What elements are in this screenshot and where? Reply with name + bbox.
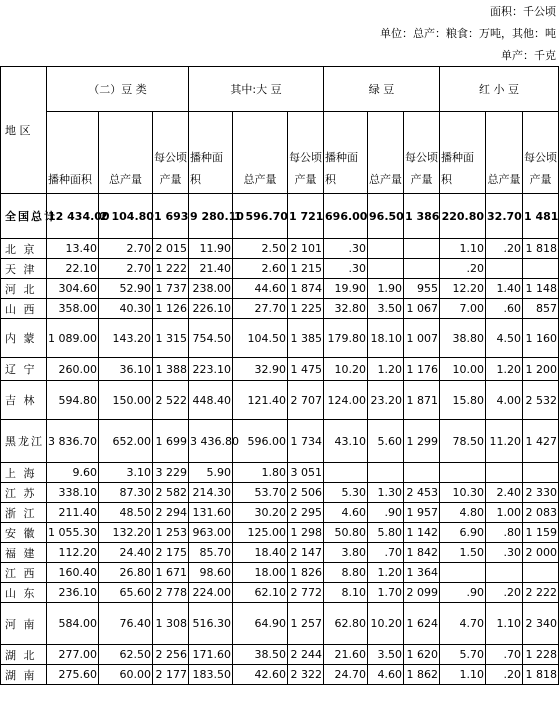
- value-cell: 21.60: [324, 645, 368, 665]
- region-header: 地 区: [1, 67, 47, 194]
- value-cell: 32.70: [486, 194, 523, 239]
- value-cell: 1 624: [404, 603, 440, 645]
- value-cell: 12.20: [440, 279, 486, 299]
- value-cell: 1 228: [523, 645, 559, 665]
- value-cell: 1 253: [153, 523, 189, 543]
- value-cell: .20: [486, 239, 523, 259]
- value-cell: 2 104.80: [99, 194, 153, 239]
- value-cell: 10.30: [440, 483, 486, 503]
- value-cell: 2 101: [288, 239, 324, 259]
- col-per-ha: 每公顷 产量: [288, 112, 324, 194]
- output-unit-note: 单位：总产：粮食：万吨，其他：吨: [380, 27, 556, 40]
- value-cell: 1 142: [404, 523, 440, 543]
- value-cell: 1.50: [440, 543, 486, 563]
- value-cell: 11.20: [486, 420, 523, 463]
- value-cell: [486, 563, 523, 583]
- col-total-output: 总产量: [486, 112, 523, 194]
- value-cell: 2 256: [153, 645, 189, 665]
- value-cell: 304.60: [47, 279, 99, 299]
- table-row: [1, 420, 559, 463]
- value-cell: 48.50: [99, 503, 153, 523]
- col-sown-area: 播种面积: [189, 112, 233, 194]
- value-cell: 38.50: [233, 645, 288, 665]
- value-cell: 696.00: [324, 194, 368, 239]
- region-name: 北 京: [1, 239, 47, 259]
- value-cell: 5.30: [324, 483, 368, 503]
- value-cell: 448.40: [189, 381, 233, 420]
- group-header-soybean: 其中:大 豆: [189, 67, 324, 112]
- value-cell: 211.40: [47, 503, 99, 523]
- value-cell: .20: [486, 665, 523, 685]
- value-cell: [440, 463, 486, 483]
- value-cell: 12 434.00: [47, 194, 99, 239]
- value-cell: 1 826: [288, 563, 324, 583]
- region-name: 河 南: [1, 603, 47, 645]
- value-cell: 238.00: [189, 279, 233, 299]
- value-cell: 2 295: [288, 503, 324, 523]
- value-cell: 121.40: [233, 381, 288, 420]
- value-cell: 2 778: [153, 583, 189, 603]
- value-cell: 596.00: [233, 420, 288, 463]
- value-cell: .30: [324, 259, 368, 279]
- region-name: 湖 北: [1, 645, 47, 665]
- value-cell: 21.40: [189, 259, 233, 279]
- value-cell: 1 737: [153, 279, 189, 299]
- region-name: 吉 林: [1, 381, 47, 420]
- value-cell: .70: [368, 543, 404, 563]
- value-cell: 1 693: [153, 194, 189, 239]
- value-cell: 1 818: [523, 239, 559, 259]
- table-row: [1, 583, 559, 603]
- table-row: [1, 483, 559, 503]
- value-cell: 1.30: [368, 483, 404, 503]
- value-cell: [523, 259, 559, 279]
- value-cell: 3.80: [324, 543, 368, 563]
- value-cell: 1.80: [233, 463, 288, 483]
- value-cell: 2 177: [153, 665, 189, 685]
- col-per-ha: 每公顷 产量: [523, 112, 559, 194]
- value-cell: 236.10: [47, 583, 99, 603]
- value-cell: 179.80: [324, 319, 368, 358]
- value-cell: 1 222: [153, 259, 189, 279]
- value-cell: 53.70: [233, 483, 288, 503]
- value-cell: 2.40: [486, 483, 523, 503]
- value-cell: 584.00: [47, 603, 99, 645]
- value-cell: .60: [486, 299, 523, 319]
- table-row: [1, 603, 559, 645]
- value-cell: 10.00: [440, 358, 486, 381]
- table-row: [1, 563, 559, 583]
- value-cell: [486, 463, 523, 483]
- region-name: 河 北: [1, 279, 47, 299]
- value-cell: 1 067: [404, 299, 440, 319]
- value-cell: [368, 239, 404, 259]
- value-cell: 4.60: [324, 503, 368, 523]
- value-cell: 18.40: [233, 543, 288, 563]
- value-cell: 4.70: [440, 603, 486, 645]
- value-cell: 27.70: [233, 299, 288, 319]
- value-cell: 98.60: [189, 563, 233, 583]
- value-cell: 3 436.80: [189, 420, 233, 463]
- value-cell: 3.50: [368, 299, 404, 319]
- value-cell: 3 836.70: [47, 420, 99, 463]
- value-cell: 160.40: [47, 563, 99, 583]
- value-cell: 220.80: [440, 194, 486, 239]
- col-sown-area: 播种面积: [440, 112, 486, 194]
- value-cell: 3.50: [368, 645, 404, 665]
- value-cell: 87.30: [99, 483, 153, 503]
- value-cell: 50.80: [324, 523, 368, 543]
- value-cell: [368, 463, 404, 483]
- table-row: [1, 259, 559, 279]
- value-cell: 1.00: [486, 503, 523, 523]
- value-cell: 226.10: [189, 299, 233, 319]
- value-cell: 358.00: [47, 299, 99, 319]
- region-name: 内 蒙: [1, 319, 47, 358]
- value-cell: 2 532: [523, 381, 559, 420]
- region-name: 福 建: [1, 543, 47, 563]
- value-cell: 1 126: [153, 299, 189, 319]
- value-cell: 1 160: [523, 319, 559, 358]
- value-cell: 132.20: [99, 523, 153, 543]
- value-cell: 85.70: [189, 543, 233, 563]
- value-cell: 2.70: [99, 259, 153, 279]
- value-cell: 1.20: [368, 358, 404, 381]
- table-row: [1, 503, 559, 523]
- value-cell: 1 842: [404, 543, 440, 563]
- col-per-ha: 每公顷 产量: [153, 112, 189, 194]
- col-total-output: 总产量: [99, 112, 153, 194]
- value-cell: 5.60: [368, 420, 404, 463]
- value-cell: 2 582: [153, 483, 189, 503]
- value-cell: 22.10: [47, 259, 99, 279]
- value-cell: 1 596.70: [233, 194, 288, 239]
- col-per-ha: 每公顷 产量: [404, 112, 440, 194]
- table-row: [1, 239, 559, 259]
- value-cell: 2 294: [153, 503, 189, 523]
- value-cell: 1 874: [288, 279, 324, 299]
- value-cell: 2 330: [523, 483, 559, 503]
- value-cell: 2 083: [523, 503, 559, 523]
- value-cell: 26.80: [99, 563, 153, 583]
- value-cell: 171.60: [189, 645, 233, 665]
- value-cell: 2 147: [288, 543, 324, 563]
- value-cell: 2.70: [99, 239, 153, 259]
- value-cell: 1 620: [404, 645, 440, 665]
- value-cell: 2 222: [523, 583, 559, 603]
- beans-statistics-table: [0, 66, 559, 685]
- value-cell: 24.40: [99, 543, 153, 563]
- value-cell: 11.90: [189, 239, 233, 259]
- value-cell: 955: [404, 279, 440, 299]
- value-cell: 96.50: [368, 194, 404, 239]
- value-cell: 1 257: [288, 603, 324, 645]
- value-cell: 1 089.00: [47, 319, 99, 358]
- value-cell: 78.50: [440, 420, 486, 463]
- value-cell: 13.40: [47, 239, 99, 259]
- value-cell: 40.30: [99, 299, 153, 319]
- value-cell: 2 000: [523, 543, 559, 563]
- value-cell: 32.80: [324, 299, 368, 319]
- value-cell: 24.70: [324, 665, 368, 685]
- value-cell: 4.00: [486, 381, 523, 420]
- value-cell: .80: [486, 523, 523, 543]
- value-cell: 30.20: [233, 503, 288, 523]
- value-cell: 36.10: [99, 358, 153, 381]
- value-cell: 2 506: [288, 483, 324, 503]
- value-cell: 62.10: [233, 583, 288, 603]
- table-row: [1, 381, 559, 420]
- region-name: 全国总计: [1, 194, 47, 239]
- value-cell: 1 225: [288, 299, 324, 319]
- value-cell: 2 707: [288, 381, 324, 420]
- table-row: [1, 279, 559, 299]
- value-cell: 10.20: [368, 603, 404, 645]
- value-cell: [324, 463, 368, 483]
- value-cell: 7.00: [440, 299, 486, 319]
- value-cell: [404, 259, 440, 279]
- value-cell: 143.20: [99, 319, 153, 358]
- value-cell: 1 176: [404, 358, 440, 381]
- value-cell: 1 481: [523, 194, 559, 239]
- value-cell: 224.00: [189, 583, 233, 603]
- value-cell: 3.10: [99, 463, 153, 483]
- value-cell: 124.00: [324, 381, 368, 420]
- value-cell: 9 280.10: [189, 194, 233, 239]
- value-cell: .30: [486, 543, 523, 563]
- value-cell: 1 315: [153, 319, 189, 358]
- value-cell: 3 051: [288, 463, 324, 483]
- value-cell: 19.90: [324, 279, 368, 299]
- value-cell: 4.80: [440, 503, 486, 523]
- value-cell: 1.20: [486, 358, 523, 381]
- value-cell: [523, 463, 559, 483]
- value-cell: 1 388: [153, 358, 189, 381]
- per-unit-note: 单产：千克: [501, 49, 556, 62]
- value-cell: [486, 259, 523, 279]
- value-cell: 1 159: [523, 523, 559, 543]
- region-name: 上 海: [1, 463, 47, 483]
- value-cell: 62.80: [324, 603, 368, 645]
- col-total-output: 总产量: [233, 112, 288, 194]
- value-cell: 1 007: [404, 319, 440, 358]
- value-cell: [440, 563, 486, 583]
- value-cell: 5.70: [440, 645, 486, 665]
- value-cell: 38.80: [440, 319, 486, 358]
- region-name: 江 苏: [1, 483, 47, 503]
- value-cell: .90: [368, 503, 404, 523]
- value-cell: .20: [486, 583, 523, 603]
- col-sown-area: 播种面积: [47, 112, 99, 194]
- value-cell: 60.00: [99, 665, 153, 685]
- value-cell: 1.20: [368, 563, 404, 583]
- value-cell: 1.70: [368, 583, 404, 603]
- value-cell: [523, 563, 559, 583]
- table-row: [1, 523, 559, 543]
- value-cell: 1 734: [288, 420, 324, 463]
- value-cell: 4.60: [368, 665, 404, 685]
- value-cell: 1 308: [153, 603, 189, 645]
- table-row: [1, 645, 559, 665]
- value-cell: .70: [486, 645, 523, 665]
- value-cell: 44.60: [233, 279, 288, 299]
- value-cell: 76.40: [99, 603, 153, 645]
- value-cell: 2 322: [288, 665, 324, 685]
- table-row: [1, 299, 559, 319]
- value-cell: 5.90: [189, 463, 233, 483]
- value-cell: 8.80: [324, 563, 368, 583]
- table-row: [1, 358, 559, 381]
- value-cell: 1 427: [523, 420, 559, 463]
- group-header-red-bean: 红 小 豆: [440, 67, 559, 112]
- value-cell: 1 818: [523, 665, 559, 685]
- value-cell: 1 386: [404, 194, 440, 239]
- region-name: 安 徽: [1, 523, 47, 543]
- region-name: 江 西: [1, 563, 47, 583]
- value-cell: 1.10: [440, 239, 486, 259]
- value-cell: 338.10: [47, 483, 99, 503]
- value-cell: 183.50: [189, 665, 233, 685]
- value-cell: 1 721: [288, 194, 324, 239]
- value-cell: 214.30: [189, 483, 233, 503]
- value-cell: 104.50: [233, 319, 288, 358]
- table-row-total: [1, 194, 559, 239]
- value-cell: 1 299: [404, 420, 440, 463]
- value-cell: 1 957: [404, 503, 440, 523]
- table-row: [1, 665, 559, 685]
- value-cell: 3 229: [153, 463, 189, 483]
- value-cell: 1 215: [288, 259, 324, 279]
- value-cell: 857: [523, 299, 559, 319]
- value-cell: 10.20: [324, 358, 368, 381]
- value-cell: 594.80: [47, 381, 99, 420]
- region-name: 浙 江: [1, 503, 47, 523]
- value-cell: 42.60: [233, 665, 288, 685]
- value-cell: .30: [324, 239, 368, 259]
- value-cell: 1 364: [404, 563, 440, 583]
- value-cell: 150.00: [99, 381, 153, 420]
- value-cell: 125.00: [233, 523, 288, 543]
- value-cell: 52.90: [99, 279, 153, 299]
- value-cell: 2 340: [523, 603, 559, 645]
- value-cell: 754.50: [189, 319, 233, 358]
- value-cell: 18.00: [233, 563, 288, 583]
- value-cell: 1 671: [153, 563, 189, 583]
- region-name: 天 津: [1, 259, 47, 279]
- value-cell: 1.90: [368, 279, 404, 299]
- group-header-mung-bean: 绿 豆: [324, 67, 440, 112]
- value-cell: 23.20: [368, 381, 404, 420]
- value-cell: 15.80: [440, 381, 486, 420]
- value-cell: 652.00: [99, 420, 153, 463]
- value-cell: 1 298: [288, 523, 324, 543]
- value-cell: 5.80: [368, 523, 404, 543]
- table-row: [1, 463, 559, 483]
- value-cell: 32.90: [233, 358, 288, 381]
- column-header-row: [1, 112, 559, 194]
- value-cell: 2.50: [233, 239, 288, 259]
- value-cell: 65.60: [99, 583, 153, 603]
- value-cell: 963.00: [189, 523, 233, 543]
- value-cell: 2 175: [153, 543, 189, 563]
- value-cell: 1 385: [288, 319, 324, 358]
- value-cell: [368, 259, 404, 279]
- value-cell: 1.10: [486, 603, 523, 645]
- value-cell: 8.10: [324, 583, 368, 603]
- value-cell: 2 099: [404, 583, 440, 603]
- value-cell: 18.10: [368, 319, 404, 358]
- region-name: 湖 南: [1, 665, 47, 685]
- region-name: 山 西: [1, 299, 47, 319]
- value-cell: 6.90: [440, 523, 486, 543]
- value-cell: 64.90: [233, 603, 288, 645]
- value-cell: .20: [440, 259, 486, 279]
- table-row: [1, 319, 559, 358]
- value-cell: 2 453: [404, 483, 440, 503]
- value-cell: 112.20: [47, 543, 99, 563]
- col-total-output: 总产量: [368, 112, 404, 194]
- value-cell: 1 871: [404, 381, 440, 420]
- region-name: 山 东: [1, 583, 47, 603]
- value-cell: 223.10: [189, 358, 233, 381]
- region-name: 辽 宁: [1, 358, 47, 381]
- value-cell: 277.00: [47, 645, 99, 665]
- value-cell: 1 200: [523, 358, 559, 381]
- value-cell: 516.30: [189, 603, 233, 645]
- value-cell: 260.00: [47, 358, 99, 381]
- value-cell: 2 015: [153, 239, 189, 259]
- value-cell: [404, 463, 440, 483]
- value-cell: 2 244: [288, 645, 324, 665]
- col-sown-area: 播种面积: [324, 112, 368, 194]
- region-name: 黑龙江: [1, 420, 47, 463]
- value-cell: 1 055.30: [47, 523, 99, 543]
- value-cell: 2 772: [288, 583, 324, 603]
- value-cell: 1 862: [404, 665, 440, 685]
- value-cell: 62.50: [99, 645, 153, 665]
- value-cell: 9.60: [47, 463, 99, 483]
- value-cell: 2 522: [153, 381, 189, 420]
- value-cell: [404, 239, 440, 259]
- area-unit-note: 面积：千公顷: [490, 5, 556, 18]
- value-cell: 1 699: [153, 420, 189, 463]
- value-cell: 1 148: [523, 279, 559, 299]
- value-cell: 1.40: [486, 279, 523, 299]
- value-cell: .90: [440, 583, 486, 603]
- value-cell: 1 475: [288, 358, 324, 381]
- value-cell: 1.10: [440, 665, 486, 685]
- group-header-beans: （二）豆 类: [47, 67, 189, 112]
- value-cell: 2.60: [233, 259, 288, 279]
- value-cell: 43.10: [324, 420, 368, 463]
- value-cell: 275.60: [47, 665, 99, 685]
- value-cell: 131.60: [189, 503, 233, 523]
- table-row: [1, 543, 559, 563]
- value-cell: 4.50: [486, 319, 523, 358]
